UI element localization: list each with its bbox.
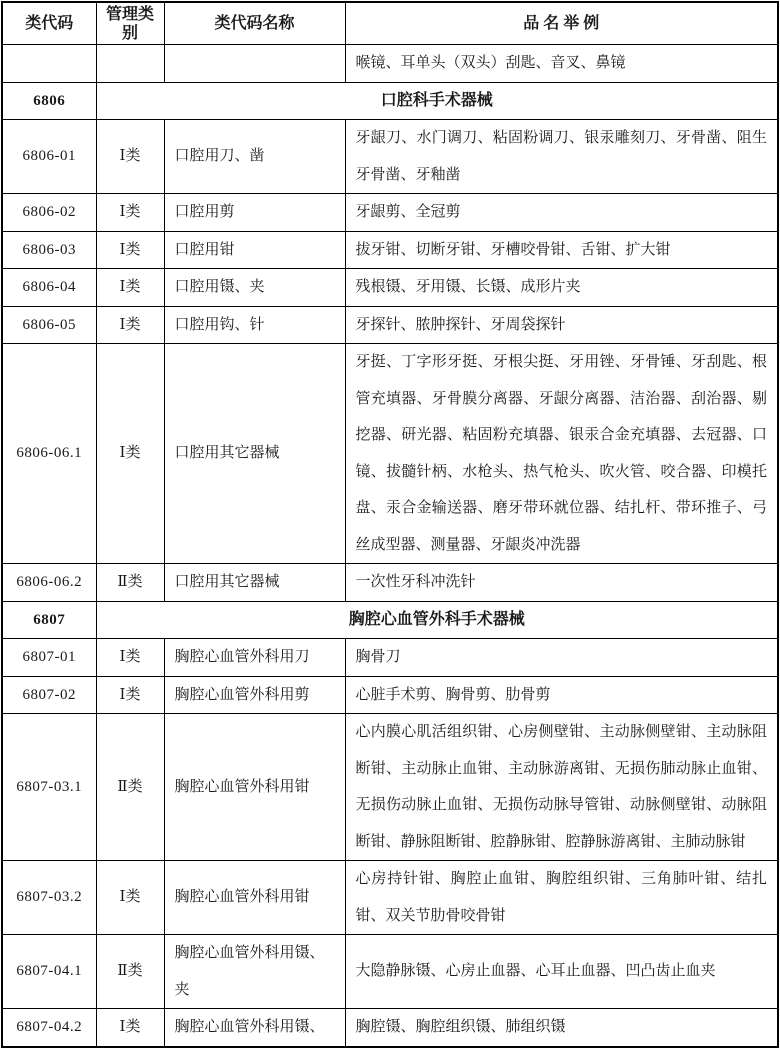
category-cell: Ⅰ类 [96, 639, 164, 677]
section-code-cell: 6806 [2, 82, 96, 120]
category-cell [96, 45, 164, 83]
examples-cell: 胸腔镊、胸腔组织镊、肺组织镊 [345, 1009, 778, 1047]
category-cell: Ⅰ类 [96, 120, 164, 194]
section-title-cell: 胸腔心血管外科手术器械 [96, 601, 778, 639]
examples-cell: 心脏手术剪、胸骨剪、肋骨剪 [345, 676, 778, 714]
table-row [2, 269, 778, 307]
examples-cell: 残根镊、牙用镊、长镊、成形片夹 [345, 269, 778, 307]
name-cell: 口腔用镊、夹 [164, 269, 345, 307]
name-cell: 口腔用钩、针 [164, 306, 345, 344]
category-cell: Ⅰ类 [96, 1009, 164, 1047]
code-cell [2, 45, 96, 83]
name-cell: 口腔用刀、凿 [164, 120, 345, 194]
name-cell: 胸腔心血管外科用剪 [164, 676, 345, 714]
code-cell: 6807-04.1 [2, 935, 96, 1009]
column-header-name: 类代码名称 [164, 2, 345, 45]
code-cell: 6806-03 [2, 231, 96, 269]
device-classification-table [1, 1, 779, 1048]
section-row [2, 82, 778, 120]
code-cell: 6807-02 [2, 676, 96, 714]
examples-cell: 牙挺、丁字形牙挺、牙根尖挺、牙用锉、牙骨锤、牙刮匙、根管充填器、牙骨膜分离器、牙龈分离器、洁治器、刮治器、剔挖器、研光器、粘固粉充填器、银汞合金充填器、去冠器、口镜、拔髓针柄、水枪头、热气枪头、吹火管、咬合器、印模托盘、汞合金输送器、磨牙带环就位器、结扎杆、带环推子、弓丝成型器、测量器、牙龈炎冲洗器 [345, 344, 778, 564]
code-cell: 6806-04 [2, 269, 96, 307]
code-cell: 6807-03.2 [2, 861, 96, 935]
code-cell: 6806-06.2 [2, 564, 96, 602]
section-title-cell: 口腔科手术器械 [96, 82, 778, 120]
table-row [2, 639, 778, 677]
examples-cell: 喉镜、耳单头（双头）刮匙、音叉、鼻镜 [345, 45, 778, 83]
column-header-category: 管理类别 [96, 2, 164, 45]
code-cell: 6807-04.2 [2, 1009, 96, 1047]
code-cell: 6806-06.1 [2, 344, 96, 564]
table-row [2, 45, 778, 83]
table-row [2, 564, 778, 602]
table-body [2, 45, 778, 1047]
examples-cell: 一次性牙科冲洗针 [345, 564, 778, 602]
code-cell: 6807-03.1 [2, 714, 96, 861]
table-row [2, 120, 778, 194]
examples-cell: 牙龈剪、全冠剪 [345, 194, 778, 232]
table-row [2, 194, 778, 232]
header-row [2, 2, 778, 45]
category-cell: Ⅰ类 [96, 231, 164, 269]
code-cell: 6806-05 [2, 306, 96, 344]
name-cell [164, 45, 345, 83]
section-row [2, 601, 778, 639]
table-row [2, 344, 778, 564]
name-cell: 胸腔心血管外科用钳 [164, 861, 345, 935]
table-row [2, 676, 778, 714]
table-row [2, 714, 778, 861]
examples-cell: 大隐静脉镊、心房止血器、心耳止血器、凹凸齿止血夹 [345, 935, 778, 1009]
name-cell: 胸腔心血管外科用钳 [164, 714, 345, 861]
name-cell: 胸腔心血管外科用刀 [164, 639, 345, 677]
name-cell: 口腔用其它器械 [164, 344, 345, 564]
category-cell: Ⅰ类 [96, 676, 164, 714]
examples-cell: 心房持针钳、胸腔止血钳、胸腔组织钳、三角肺叶钳、结扎钳、双关节肋骨咬骨钳 [345, 861, 778, 935]
table-row [2, 935, 778, 1009]
examples-cell: 胸骨刀 [345, 639, 778, 677]
examples-cell: 牙探针、脓肿探针、牙周袋探针 [345, 306, 778, 344]
category-cell: Ⅱ类 [96, 564, 164, 602]
name-cell: 口腔用剪 [164, 194, 345, 232]
table-row [2, 306, 778, 344]
examples-cell: 心内膜心肌活组织钳、心房侧壁钳、主动脉侧壁钳、主动脉阻断钳、主动脉止血钳、主动脉游离钳、无损伤肺动脉止血钳、无损伤动脉止血钳、无损伤动脉导管钳、动脉侧壁钳、动脉阻断钳、静脉阻断钳、腔静脉钳、腔静脉游离钳、主肺动脉钳 [345, 714, 778, 861]
name-cell: 胸腔心血管外科用镊、夹 [164, 935, 345, 1009]
code-cell: 6806-02 [2, 194, 96, 232]
category-cell: Ⅰ类 [96, 344, 164, 564]
section-code-cell: 6807 [2, 601, 96, 639]
category-cell: Ⅱ类 [96, 714, 164, 861]
code-cell: 6806-01 [2, 120, 96, 194]
category-cell: Ⅱ类 [96, 935, 164, 1009]
examples-cell: 拔牙钳、切断牙钳、牙槽咬骨钳、舌钳、扩大钳 [345, 231, 778, 269]
name-cell: 口腔用钳 [164, 231, 345, 269]
table-row [2, 231, 778, 269]
code-cell: 6807-01 [2, 639, 96, 677]
name-cell: 口腔用其它器械 [164, 564, 345, 602]
table-row [2, 861, 778, 935]
examples-cell: 牙龈刀、水门调刀、粘固粉调刀、银汞雕刻刀、牙骨凿、阻生牙骨凿、牙釉凿 [345, 120, 778, 194]
column-header-code: 类代码 [2, 2, 96, 45]
category-cell: Ⅰ类 [96, 269, 164, 307]
category-cell: Ⅰ类 [96, 306, 164, 344]
column-header-examples: 品 名 举 例 [345, 2, 778, 45]
category-cell: Ⅰ类 [96, 194, 164, 232]
category-cell: Ⅰ类 [96, 861, 164, 935]
name-cell: 胸腔心血管外科用镊、 [164, 1009, 345, 1047]
